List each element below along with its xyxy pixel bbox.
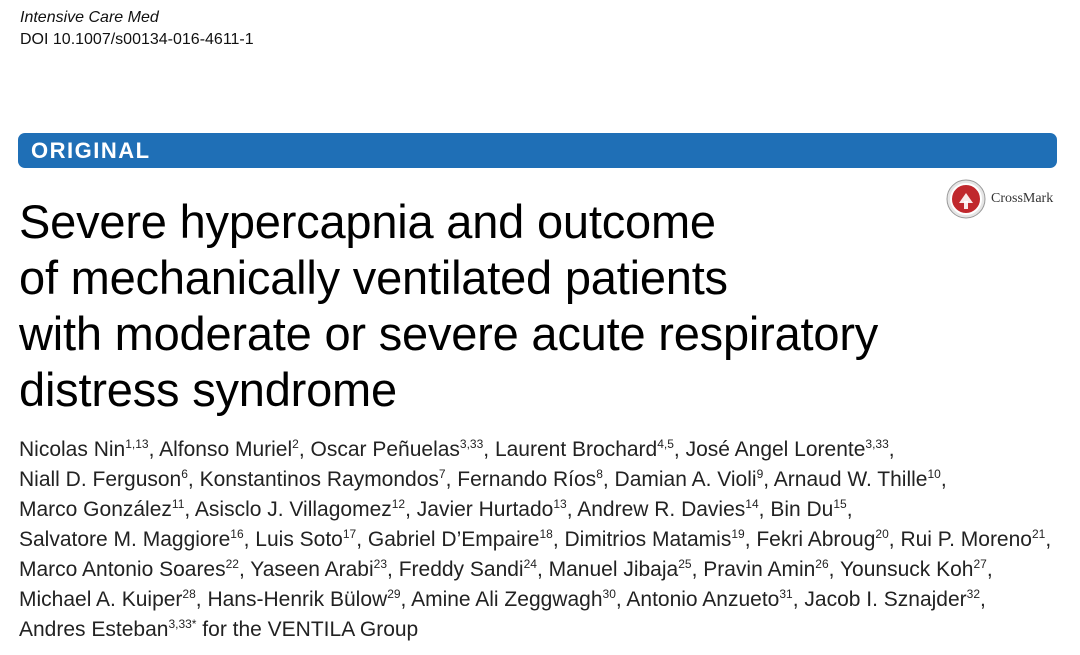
affiliation-marker[interactable]: 21 <box>1031 527 1046 541</box>
author-name-text: Damian A. Violi <box>614 468 757 491</box>
author-separator: , <box>148 438 160 461</box>
author-name-text: Marco González <box>19 498 172 521</box>
author-separator: , <box>828 558 840 581</box>
affiliation-marker[interactable]: 28 <box>182 587 196 601</box>
author-separator: , <box>356 528 368 551</box>
author-name-text: Younsuck Koh <box>839 558 974 581</box>
author-name-text: Gabriel D’Empaire <box>367 528 540 551</box>
author-name-text: Bin Du <box>770 498 834 521</box>
author-separator: , <box>405 498 417 521</box>
author-name-text: Amine Ali Zeggwagh <box>411 588 603 611</box>
author-name[interactable] <box>159 438 299 461</box>
author-line <box>19 585 1069 615</box>
title-line: of mechanically ventilated patients <box>19 251 728 304</box>
author-name[interactable] <box>19 558 239 581</box>
author-name-text: Fekri Abroug <box>756 528 876 551</box>
author-separator: , <box>744 528 757 551</box>
author-name[interactable] <box>368 528 553 551</box>
article-type-banner <box>18 133 1057 168</box>
author-name[interactable] <box>311 438 484 461</box>
author-name[interactable] <box>250 558 387 581</box>
author-separator: , <box>1045 528 1052 551</box>
author-name-text: Rui P. Moreno <box>900 528 1032 551</box>
author-separator: , <box>238 558 251 581</box>
author-name-text: Asisclo J. Villagomez <box>194 498 392 521</box>
author-name-text: Jacob I. Sznajder <box>804 588 967 611</box>
author-name[interactable] <box>457 468 603 491</box>
author-name[interactable] <box>615 468 764 491</box>
author-name-text: Yaseen Arabi <box>250 558 374 581</box>
author-separator: , <box>673 438 686 461</box>
author-list <box>19 435 1069 645</box>
author-separator: , <box>552 528 565 551</box>
author-separator: , <box>445 468 458 491</box>
author-name[interactable] <box>19 588 196 611</box>
affiliation-marker[interactable]: 15 <box>833 497 847 511</box>
author-name-text: Dimitrios Matamis <box>564 528 732 551</box>
author-separator: , <box>536 558 549 581</box>
title-line: distress syndrome <box>19 363 397 416</box>
author-name[interactable] <box>19 438 149 461</box>
affiliation-marker[interactable]: 23 <box>373 557 388 571</box>
author-name[interactable] <box>770 498 846 521</box>
author-name[interactable] <box>399 558 537 581</box>
affiliation-marker[interactable]: 13 <box>553 497 567 511</box>
author-separator: , <box>888 438 895 461</box>
author-name-text: Alfonso Muriel <box>159 438 293 461</box>
affiliation-marker[interactable]: 31 <box>779 587 793 601</box>
affiliation-marker[interactable]: 17 <box>342 527 357 541</box>
author-name-text: Niall D. Ferguson <box>19 468 182 491</box>
author-separator: , <box>387 558 399 581</box>
author-name-text: Manuel Jibaja <box>548 558 679 581</box>
author-name[interactable] <box>417 498 567 521</box>
author-name-text: Luis Soto <box>255 528 343 551</box>
affiliation-marker[interactable]: 8 <box>596 467 603 481</box>
affiliation-marker[interactable]: 4,5 <box>657 437 674 451</box>
author-name[interactable] <box>200 468 446 491</box>
author-separator: for the VENTILA Group <box>196 618 419 641</box>
affiliation-marker[interactable]: 14 <box>745 497 759 511</box>
author-name[interactable] <box>900 528 1045 551</box>
affiliation-marker[interactable]: 26 <box>815 557 829 571</box>
affiliation-marker[interactable]: 3,33 <box>865 437 889 451</box>
author-name[interactable] <box>577 498 758 521</box>
author-separator: , <box>792 588 805 611</box>
author-name[interactable] <box>411 588 616 611</box>
affiliation-marker[interactable]: 16 <box>230 527 244 541</box>
affiliation-marker[interactable]: 29 <box>387 587 401 601</box>
author-name-text: Marco Antonio Soares <box>19 558 226 581</box>
author-name-text: Arnaud W. Thille <box>773 468 928 491</box>
affiliation-marker[interactable]: 7 <box>438 467 446 481</box>
author-separator: , <box>243 528 256 551</box>
author-name[interactable] <box>195 498 405 521</box>
author-name[interactable] <box>549 558 692 581</box>
journal-name: Intensive Care Med <box>20 9 159 26</box>
author-separator: , <box>980 588 986 611</box>
author-name[interactable] <box>255 528 356 551</box>
author-separator: , <box>846 498 853 521</box>
affiliation-marker[interactable]: 6 <box>181 467 188 481</box>
author-separator: , <box>615 588 627 611</box>
author-separator: , <box>758 498 771 521</box>
affiliation-marker[interactable]: 24 <box>523 557 537 571</box>
author-name-text: José Angel Lorente <box>685 438 866 461</box>
affiliation-marker[interactable]: 19 <box>731 527 745 541</box>
author-name-text: Salvatore M. Maggiore <box>19 528 231 551</box>
author-name[interactable] <box>19 498 184 521</box>
article-type-label: ORIGINAL <box>31 138 151 163</box>
journal-header <box>20 7 254 51</box>
author-separator: , <box>566 498 578 521</box>
author-name-text: Konstantinos Raymondos <box>199 468 439 491</box>
author-name[interactable] <box>495 438 674 461</box>
affiliation-marker[interactable]: 3,33 <box>459 437 484 451</box>
affiliation-marker[interactable]: 2 <box>292 437 299 451</box>
author-name-text: Michael A. Kuiper <box>19 588 183 611</box>
author-line <box>19 435 1069 465</box>
affiliation-marker[interactable]: 3,33* <box>168 617 197 631</box>
author-line <box>19 615 1069 645</box>
affiliation-marker[interactable]: 9 <box>756 467 764 481</box>
affiliation-marker[interactable]: 32 <box>966 587 981 601</box>
author-name-text: Antonio Anzueto <box>626 588 780 611</box>
author-line <box>19 465 1069 495</box>
title-line: Severe hypercapnia and outcome <box>19 195 716 248</box>
author-separator: , <box>187 468 200 491</box>
author-name[interactable] <box>626 588 792 611</box>
author-separator: , <box>602 468 615 491</box>
author-name-text: Laurent Brochard <box>494 438 658 461</box>
author-separator: , <box>888 528 901 551</box>
author-name[interactable] <box>207 588 400 611</box>
affiliation-marker[interactable]: 10 <box>927 467 941 481</box>
affiliation-marker[interactable]: 11 <box>171 497 185 511</box>
author-name[interactable] <box>774 468 941 491</box>
author-separator: , <box>184 498 195 521</box>
author-separator: , <box>691 558 704 581</box>
author-name[interactable] <box>564 528 744 551</box>
author-separator: , <box>298 438 311 461</box>
crossmark-label: CrossMark <box>991 191 1054 206</box>
author-name[interactable] <box>19 618 196 641</box>
affiliation-marker[interactable]: 1,13 <box>125 437 149 451</box>
title-line: with moderate or severe acute respiratory <box>19 307 879 360</box>
author-name[interactable] <box>19 528 244 551</box>
author-name-text: Nicolas Nin <box>19 438 126 461</box>
affiliation-marker[interactable]: 25 <box>678 557 692 571</box>
author-name[interactable] <box>686 438 889 461</box>
affiliation-marker[interactable]: 30 <box>602 587 616 601</box>
author-name-text: Hans-Henrik Bülow <box>207 588 388 611</box>
author-name[interactable] <box>19 468 188 491</box>
author-separator: , <box>986 558 993 581</box>
affiliation-marker[interactable]: 22 <box>225 557 239 571</box>
affiliation-marker[interactable]: 20 <box>875 527 889 541</box>
doi-link[interactable]: DOI 10.1007/s00134-016-4611-1 <box>20 31 254 48</box>
affiliation-marker[interactable]: 12 <box>391 497 406 511</box>
author-name-text: Javier Hurtado <box>416 498 554 521</box>
author-name[interactable] <box>703 558 828 581</box>
author-name[interactable] <box>756 528 888 551</box>
author-line <box>19 495 1069 525</box>
author-name[interactable] <box>840 558 987 581</box>
article-title <box>19 194 1019 418</box>
author-name-text: Fernando Ríos <box>457 468 597 491</box>
author-separator: , <box>940 468 947 491</box>
author-name-text: Pravin Amin <box>703 558 816 581</box>
author-separator: , <box>483 438 495 461</box>
affiliation-marker[interactable]: 18 <box>539 527 553 541</box>
author-separator: , <box>400 588 412 611</box>
author-name-text: Freddy Sandi <box>398 558 524 581</box>
author-name-text: Oscar Peñuelas <box>310 438 460 461</box>
author-line <box>19 555 1069 585</box>
author-line <box>19 525 1069 555</box>
author-name-text: Andres Esteban <box>19 618 169 641</box>
author-name[interactable] <box>804 588 980 611</box>
affiliation-marker[interactable]: 27 <box>973 557 987 571</box>
author-name-text: Andrew R. Davies <box>577 498 746 521</box>
author-separator: , <box>763 468 774 491</box>
author-separator: , <box>195 588 208 611</box>
